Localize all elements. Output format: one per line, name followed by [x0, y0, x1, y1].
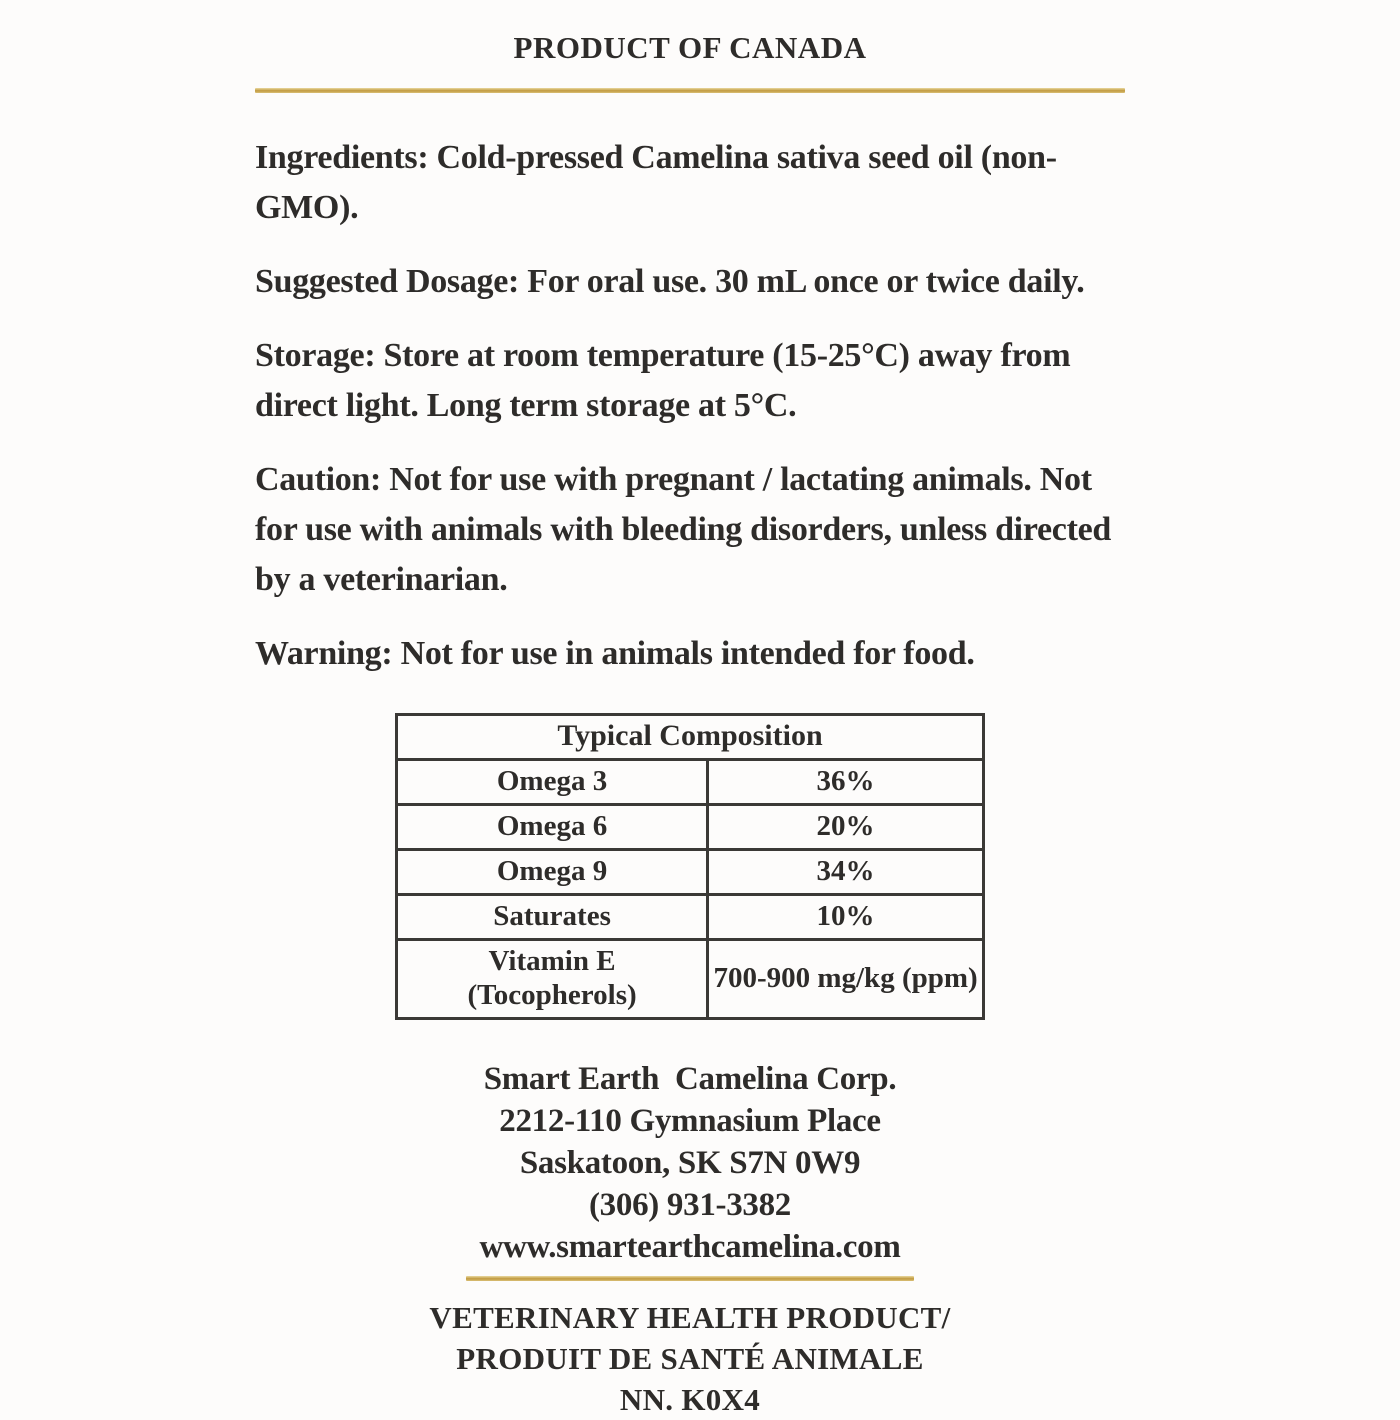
storage-text: Storage: Store at room temperature (15-25°C) away from direct light. Long term storage at 5°C. [255, 337, 1071, 424]
typical-composition-table [395, 713, 985, 1020]
value-cell: 700-900 mg/kg (ppm) [708, 940, 984, 1019]
nutrient-cell: Omega 9 [397, 850, 708, 895]
info-paragraphs [255, 133, 1125, 679]
table-row [397, 850, 984, 895]
regulatory-footer [255, 1297, 1125, 1420]
nutrient-cell: Omega 3 [397, 760, 708, 805]
nutrient-cell: Saturates [397, 895, 708, 940]
produit-sante-animale-line: PRODUIT DE SANTÉ ANIMALE [456, 1341, 924, 1376]
gold-divider-top [255, 88, 1125, 93]
vet-health-product-line: VETERINARY HEALTH PRODUCT/ [429, 1300, 951, 1335]
table-row [397, 895, 984, 940]
city-address: Saskatoon, SK S7N 0W9 [519, 1145, 861, 1181]
value-cell: 34% [708, 850, 984, 895]
label-content [255, 0, 1125, 1420]
table-header-row [397, 715, 984, 760]
caution-text: Caution: Not for use with pregnant / lactating animals. Not for use with animals with bleeding disorders, unless directed by a veterinarian. [255, 461, 1112, 598]
ingredients-text: Ingredients: Cold-pressed Camelina sativa seed oil (non-GMO). [255, 139, 1057, 226]
nutrient-cell: Omega 6 [397, 805, 708, 850]
value-cell: 36% [708, 760, 984, 805]
nn-number: NN. K0X4 [619, 1382, 761, 1417]
table-row [397, 760, 984, 805]
table-row [397, 805, 984, 850]
value-cell: 10% [708, 895, 984, 940]
street-address: 2212-110 Gymnasium Place [499, 1103, 881, 1139]
company-name: Smart Earth Camelina Corp. [483, 1061, 897, 1097]
nutrient-cell: Vitamin E (Tocopherols) [397, 940, 708, 1019]
page-title: PRODUCT OF CANADA [513, 30, 867, 65]
gold-divider-bottom [466, 1276, 914, 1281]
warning-text: Warning: Not for use in animals intended for food. [255, 635, 975, 672]
value-cell: 20% [708, 805, 984, 850]
suggested-dosage-text: Suggested Dosage: For oral use. 30 mL once or twice daily. [255, 263, 1085, 300]
contact-block [255, 1058, 1125, 1268]
table-row [397, 940, 984, 1019]
website-url: www.smartearthcamelina.com [479, 1229, 901, 1265]
table-title: Typical Composition [397, 715, 984, 760]
phone-number: (306) 931-3382 [588, 1187, 792, 1223]
